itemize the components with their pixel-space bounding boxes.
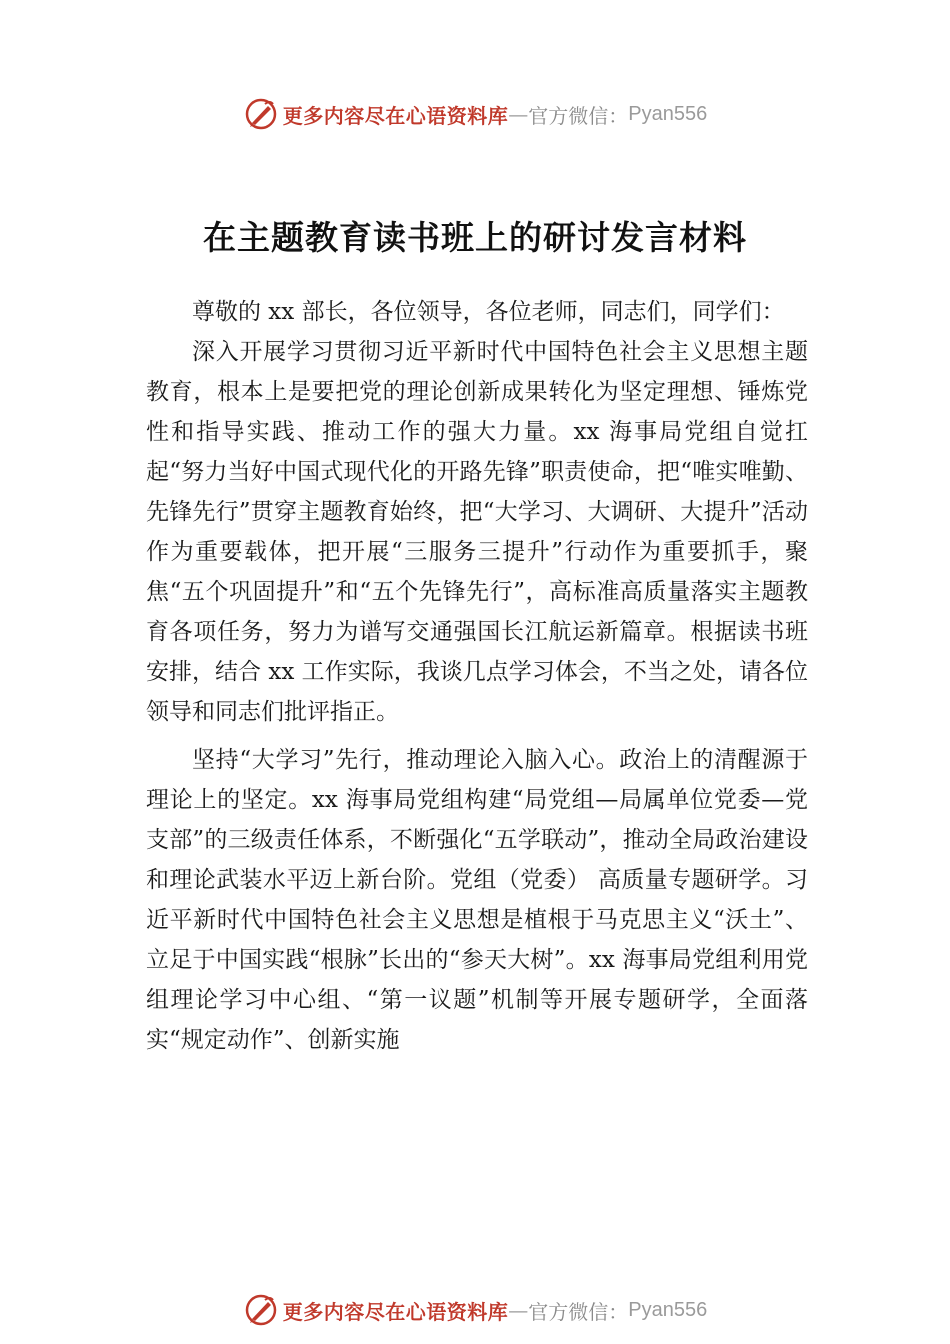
document-body bbox=[146, 292, 808, 1060]
paragraph: 深入开展学习贯彻习近平新时代中国特色社会主义思想主题教育，根本上是要把党的理论创新成果转化为坚定理想、锤炼党性和指导实践、推动工作的强大力量。xx 海事局党组自觉扛起“努力当好中国式现代化的开路先锋”职责使命，把“唯实唯勤、先锋先行”贯穿主题教育始终，把“大学习、大调研、大提升”活动作为重要载体，把开展“三服务三提升”行动作为重要抓手，聚焦“五个巩固提升”和“五个先锋先行”，高标准高质量落实主题教育各项任务，努力为谱写交通强国长江航运新篇章。根据读书班安排，结合 xx 工作实际，我谈几点学习体会，不当之处，请各位领导和同志们批评指正。 bbox=[146, 339, 808, 725]
paragraph: 坚持“大学习”先行，推动理论入脑入心。政治上的清醒源于理论上的坚定。xx 海事局党组构建“局党组—局属单位党委—党支部”的三级责任体系，不断强化“五学联动”，推动全局政治建设和理论武装水平迈上新台阶。党组（党委） 高质量专题研学。习近平新时代中国特色社会主义思想是植根于马克思主义“沃土”、立足于中国实践“根脉”长出的“参天大树”。xx 海事局党组利用党组理论学习中心组、“第一议题”机制等开展专题研学，全面落实“规定动作”、创新实施 bbox=[146, 747, 808, 1053]
salutation: 尊敬的 xx 部长，各位领导，各位老师，同志们，同学们： bbox=[192, 299, 785, 325]
pen-circle-icon bbox=[243, 1292, 279, 1328]
document-title: 在主题教育读书班上的研讨发言材料 bbox=[203, 218, 747, 258]
header-banner bbox=[0, 94, 950, 134]
promo-separator: — bbox=[508, 1298, 529, 1322]
promo-separator: — bbox=[508, 102, 529, 126]
footer-banner bbox=[0, 1290, 950, 1330]
wechat-label: 官方微信： bbox=[528, 1299, 629, 1324]
promo-text: 更多内容尽在心语资料库 bbox=[282, 103, 509, 128]
wechat-id: Pyan556 bbox=[628, 1298, 708, 1321]
pen-circle-icon bbox=[243, 96, 279, 132]
promo-text: 更多内容尽在心语资料库 bbox=[282, 1299, 509, 1324]
wechat-id: Pyan556 bbox=[628, 102, 708, 125]
wechat-label: 官方微信： bbox=[528, 103, 629, 128]
